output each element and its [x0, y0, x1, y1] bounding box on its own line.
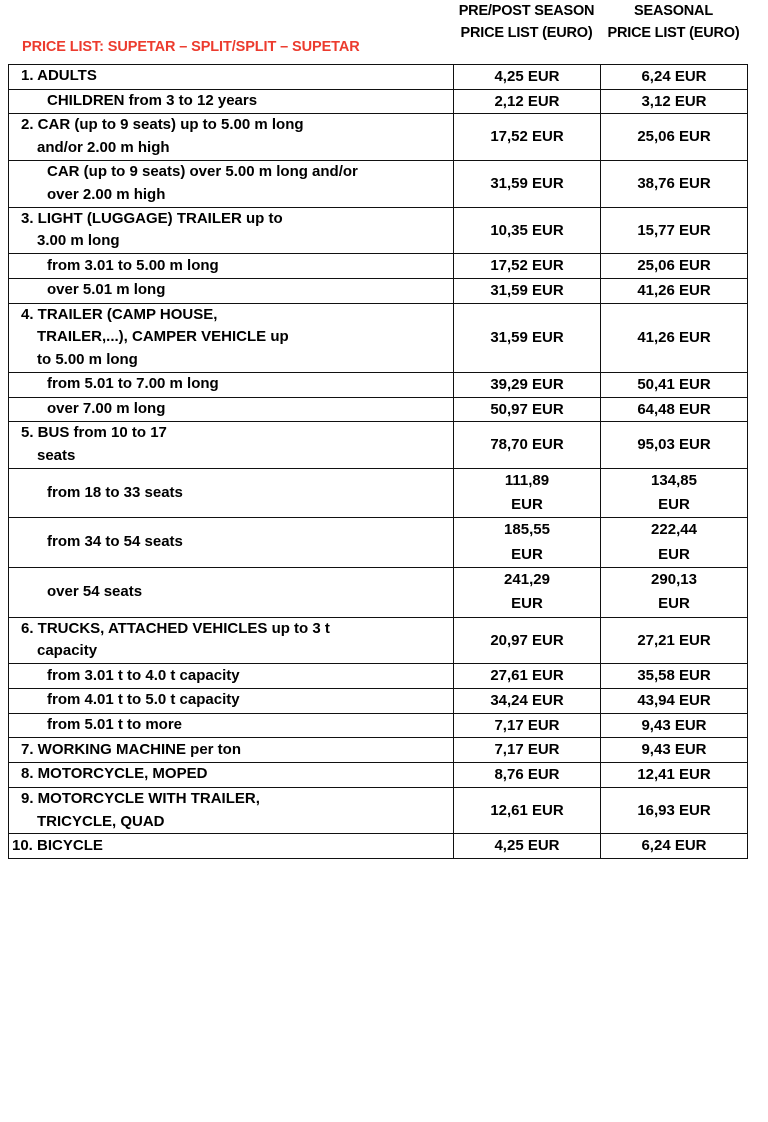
row-price-seasonal: 95,03 EUR: [601, 422, 748, 469]
table-row: [9, 834, 748, 859]
row-price-pre-post-season: 2,12 EUR: [454, 89, 601, 114]
row-description-lines: [9, 208, 453, 254]
table-header-zone: [0, 0, 768, 64]
table-row: [9, 160, 748, 207]
row-price-seasonal: 38,76 EUR: [601, 160, 748, 207]
row-description-lines: [9, 788, 453, 834]
row-price-seasonal: 41,26 EUR: [601, 303, 748, 372]
row-description-lines: [9, 373, 453, 396]
table-row: [9, 664, 748, 689]
row-description-line: from 4.01 t to 5.0 t capacity: [47, 691, 240, 709]
row-description-lines: [9, 482, 453, 505]
row-description-line: to 5.00 m long: [37, 351, 138, 369]
row-description-line: capacity: [37, 642, 98, 660]
row-description-lines: [9, 689, 453, 712]
row-description-cell: [9, 664, 454, 689]
row-description-line: from 5.01 to 7.00 m long: [47, 375, 219, 393]
row-price-seasonal: 290,13 EUR: [601, 568, 748, 618]
row-price-pre-post-season: 241,29 EUR: [454, 568, 601, 618]
column-heading-line2: PRICE LIST (EURO): [607, 25, 740, 42]
row-description-lines: [9, 65, 453, 88]
row-description-cell: [9, 114, 454, 161]
row-description-cell: [9, 160, 454, 207]
row-price-pre-post-season: 78,70 EUR: [454, 422, 601, 469]
row-description-lines: [9, 422, 453, 468]
column-headings: [453, 0, 747, 45]
row-price-seasonal: 6,24 EUR: [601, 65, 748, 90]
row-description-lines: [9, 714, 453, 737]
row-description-cell: [9, 713, 454, 738]
table-row: [9, 207, 748, 254]
row-description-lines: [9, 835, 453, 858]
row-description-cell: [9, 303, 454, 372]
row-price-pre-post-season: 17,52 EUR: [454, 254, 601, 279]
column-heading-line1: SEASONAL: [634, 3, 713, 19]
row-description-line: over 54 seats: [47, 582, 143, 600]
row-description-line: from 3.01 to 5.00 m long: [47, 256, 219, 274]
row-description-line: 6. TRUCKS, ATTACHED VEHICLES up to 3 t: [21, 619, 330, 637]
row-description-line: 9. MOTORCYCLE WITH TRAILER,: [21, 789, 260, 807]
row-description-line: from 3.01 t to 4.0 t capacity: [47, 666, 240, 684]
row-description-line: TRICYCLE, QUAD: [37, 812, 165, 830]
row-price-seasonal: 16,93 EUR: [601, 787, 748, 834]
row-description-line: from 18 to 33 seats: [47, 483, 183, 501]
row-price-seasonal: 43,94 EUR: [601, 688, 748, 713]
row-description-cell: [9, 65, 454, 90]
row-description-cell: [9, 278, 454, 303]
row-description-line: from 34 to 54 seats: [47, 533, 183, 551]
row-description-cell: [9, 568, 454, 618]
row-description-cell: [9, 763, 454, 788]
table-row: [9, 89, 748, 114]
row-price-seasonal: 25,06 EUR: [601, 114, 748, 161]
page-title: PRICE LIST: SUPETAR – SPLIT/SPLIT – SUPETAR: [22, 39, 360, 55]
row-price-seasonal: 134,85 EUR: [601, 468, 748, 518]
price-table: [8, 64, 748, 859]
row-price-seasonal: 3,12 EUR: [601, 89, 748, 114]
column-heading-pre-post-season: [453, 0, 600, 45]
row-price-seasonal: 27,21 EUR: [601, 617, 748, 664]
price-table-body: [9, 65, 748, 859]
row-description-line: over 7.00 m long: [47, 400, 166, 418]
table-row: [9, 763, 748, 788]
row-description-line: 8. MOTORCYCLE, MOPED: [21, 765, 208, 783]
row-description-line: 1. ADULTS: [21, 67, 97, 85]
row-description-lines: [9, 531, 453, 554]
row-description-line: 3.00 m long: [37, 232, 120, 250]
row-description-line: over 2.00 m high: [47, 185, 166, 203]
row-description-line: CAR (up to 9 seats) over 5.00 m long and/or: [47, 162, 358, 180]
table-row: [9, 65, 748, 90]
row-description-lines: [9, 90, 453, 113]
row-price-seasonal: 50,41 EUR: [601, 372, 748, 397]
row-description-line: 4. TRAILER (CAMP HOUSE,: [21, 305, 218, 323]
row-description-cell: [9, 834, 454, 859]
row-description-cell: [9, 89, 454, 114]
table-row: [9, 397, 748, 422]
table-row: [9, 278, 748, 303]
row-description-lines: [9, 114, 453, 160]
row-description-line: CHILDREN from 3 to 12 years: [47, 92, 258, 110]
table-row: [9, 303, 748, 372]
row-price-seasonal: 15,77 EUR: [601, 207, 748, 254]
row-description-cell: [9, 688, 454, 713]
row-price-pre-post-season: 4,25 EUR: [454, 65, 601, 90]
row-price-pre-post-season: 185,55 EUR: [454, 518, 601, 568]
row-description-lines: [9, 739, 453, 762]
table-row: [9, 518, 748, 568]
row-description-line: 10. BICYCLE: [12, 836, 103, 854]
row-price-pre-post-season: 17,52 EUR: [454, 114, 601, 161]
row-description-lines: [9, 255, 453, 278]
row-description-line: seats: [37, 447, 76, 465]
row-price-seasonal: 41,26 EUR: [601, 278, 748, 303]
row-description-cell: [9, 372, 454, 397]
row-description-line: 5. BUS from 10 to 17: [21, 424, 167, 442]
table-row: [9, 617, 748, 664]
row-price-pre-post-season: 7,17 EUR: [454, 738, 601, 763]
table-row: [9, 468, 748, 518]
row-description-lines: [9, 304, 453, 372]
row-description-line: 3. LIGHT (LUGGAGE) TRAILER up to: [21, 209, 283, 227]
row-description-line: and/or 2.00 m high: [37, 139, 170, 157]
row-price-pre-post-season: 39,29 EUR: [454, 372, 601, 397]
column-heading-seasonal: [600, 0, 747, 45]
row-price-seasonal: 35,58 EUR: [601, 664, 748, 689]
table-row: [9, 254, 748, 279]
table-row: [9, 114, 748, 161]
row-description-cell: [9, 787, 454, 834]
row-price-pre-post-season: 8,76 EUR: [454, 763, 601, 788]
table-row: [9, 713, 748, 738]
row-price-seasonal: 12,41 EUR: [601, 763, 748, 788]
row-price-seasonal: 25,06 EUR: [601, 254, 748, 279]
row-description-lines: [9, 161, 453, 207]
row-price-seasonal: 9,43 EUR: [601, 713, 748, 738]
row-price-pre-post-season: 12,61 EUR: [454, 787, 601, 834]
row-description-lines: [9, 665, 453, 688]
column-heading-line2: PRICE LIST (EURO): [460, 25, 593, 42]
row-price-pre-post-season: 111,89 EUR: [454, 468, 601, 518]
row-price-pre-post-season: 4,25 EUR: [454, 834, 601, 859]
row-price-pre-post-season: 50,97 EUR: [454, 397, 601, 422]
row-price-pre-post-season: 34,24 EUR: [454, 688, 601, 713]
row-description-line: 7. WORKING MACHINE per ton: [21, 740, 241, 758]
row-price-seasonal: 222,44 EUR: [601, 518, 748, 568]
row-price-seasonal: 6,24 EUR: [601, 834, 748, 859]
table-row: [9, 568, 748, 618]
row-price-pre-post-season: 7,17 EUR: [454, 713, 601, 738]
row-price-seasonal: 64,48 EUR: [601, 397, 748, 422]
row-price-pre-post-season: 31,59 EUR: [454, 278, 601, 303]
row-price-seasonal: 9,43 EUR: [601, 738, 748, 763]
row-description-cell: [9, 397, 454, 422]
row-description-line: TRAILER,...), CAMPER VEHICLE up: [37, 328, 289, 346]
row-description-line: from 5.01 t to more: [47, 716, 183, 734]
row-description-lines: [9, 398, 453, 421]
table-row: [9, 738, 748, 763]
table-row: [9, 787, 748, 834]
table-row: [9, 688, 748, 713]
row-description-cell: [9, 738, 454, 763]
row-price-pre-post-season: 20,97 EUR: [454, 617, 601, 664]
row-description-lines: [9, 279, 453, 302]
row-description-lines: [9, 618, 453, 664]
table-row: [9, 372, 748, 397]
row-description-cell: [9, 422, 454, 469]
row-description-cell: [9, 468, 454, 518]
row-description-lines: [9, 763, 453, 786]
row-description-cell: [9, 518, 454, 568]
row-price-pre-post-season: 31,59 EUR: [454, 160, 601, 207]
column-heading-line1: PRE/POST SEASON: [458, 3, 595, 19]
row-price-pre-post-season: 10,35 EUR: [454, 207, 601, 254]
row-description-cell: [9, 617, 454, 664]
row-description-cell: [9, 254, 454, 279]
row-description-line: over 5.01 m long: [47, 281, 166, 299]
table-row: [9, 422, 748, 469]
row-description-line: 2. CAR (up to 9 seats) up to 5.00 m long: [21, 116, 304, 134]
row-description-lines: [9, 581, 453, 604]
row-description-cell: [9, 207, 454, 254]
row-price-pre-post-season: 31,59 EUR: [454, 303, 601, 372]
row-price-pre-post-season: 27,61 EUR: [454, 664, 601, 689]
